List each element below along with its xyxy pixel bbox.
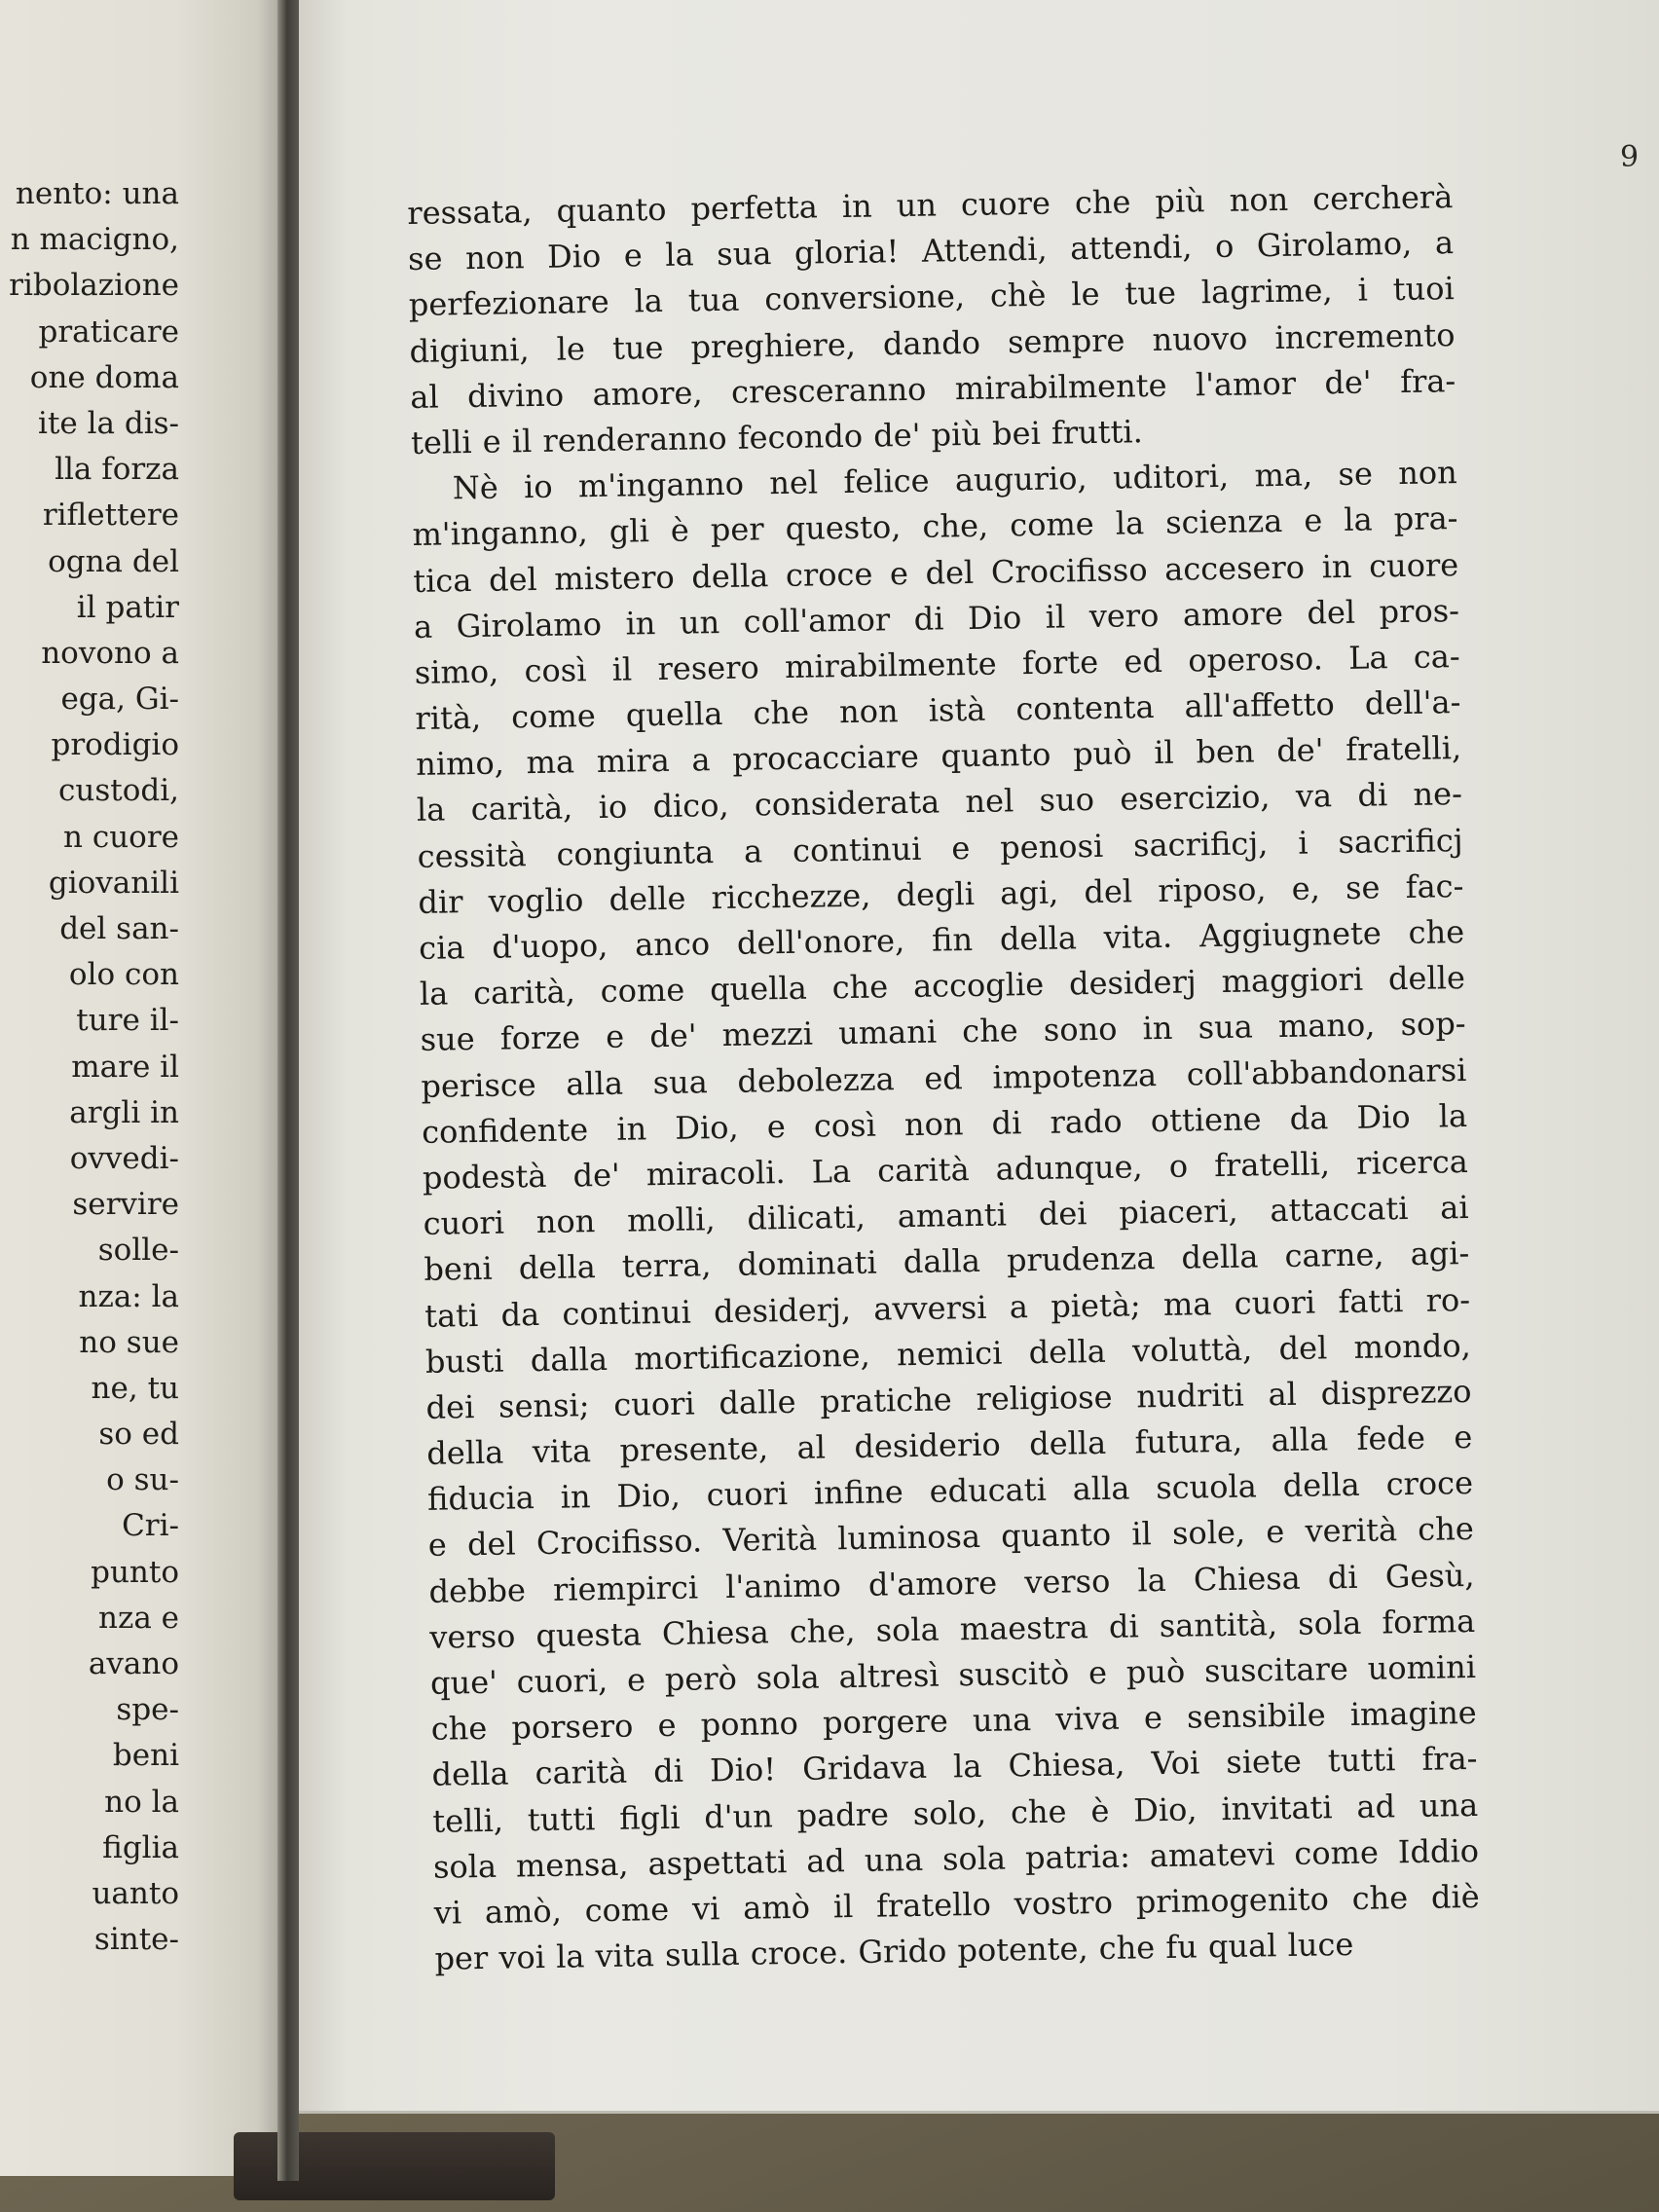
left-text-line: del san- [59,911,179,946]
left-text-line: ogna del [48,543,179,579]
right-text-line: cessità congiunta a continui e penosi sacrificj, i sacrificj [417,821,1463,875]
right-text-line: debbe riempirci l'animo d'amore verso la Chiesa di Gesù, [428,1556,1475,1610]
right-text-line: Nè io m'inganno nel felice augurio, uditori, ma, se non [452,454,1457,507]
right-text-line: al divino amore, cresceranno mirabilmente l'amor de' fra- [410,361,1456,416]
left-text-line: spe- [116,1692,179,1728]
left-text-line: so ed [98,1417,179,1453]
right-text-line: a Girolamo in un coll'amor di Dio il vero amore del pros- [413,591,1460,645]
left-text-line: ovvedi- [69,1140,179,1176]
left-text-line: solle- [97,1233,179,1269]
right-text-line: digiuni, le tue preghiere, dando sempre nuovo incremento [409,315,1456,370]
left-text-line: mare il [71,1049,179,1085]
right-text-line: dir voglio delle ricchezze, degli agi, del riposo, e, se fac- [418,866,1464,921]
right-text-line: la carità, io dico, considerata nel suo esercizio, va di ne- [416,775,1463,830]
left-text-line: n macigno, [10,222,179,258]
right-text-line: busti dalla mortificazione, nemici della voluttà, del mondo, [424,1326,1472,1381]
right-text-line: della vita presente, al desiderio della futura, alla fede e [426,1419,1473,1472]
right-text-line: rità, come quella che non istà contenta all'affetto dell'a- [415,683,1461,737]
right-text-line: sola mensa, aspettati ad una sola patria: amatevi come Iddio [432,1831,1480,1886]
left-text-line: punto [91,1554,179,1590]
left-page-text [0,171,179,1963]
page-number: 9 [1620,140,1640,174]
left-text-line: giovanili [48,865,179,901]
left-text-line: beni [112,1738,179,1774]
left-text-line: prodigio [51,727,179,763]
right-text-line: podestà de' miracoli. La carità adunque, o fratelli, ricerca [422,1142,1469,1197]
right-text-line: telli e il renderanno fecondo de' più bei frutti. [410,413,1144,461]
left-text-line: custodi, [58,773,179,809]
right-text-line: vi amò, come vi amò il fratello vostro primogenito che diè [433,1877,1480,1932]
left-text-line: figlia [102,1829,179,1865]
left-page [0,0,292,2176]
left-text-line: ture il- [76,1003,179,1039]
left-text-line: il patir [76,589,179,625]
right-text-line: tica del mistero della croce e del Crocifisso accesero in cuore [412,545,1459,600]
left-text-line: servire [72,1187,179,1223]
left-text-line: sinte- [93,1922,179,1958]
right-text-line: cia d'uopo, anco dell'onore, fin della vita. Aggiugnete che [418,913,1465,967]
right-text-line: confidente in Dio, e così non di rado ottiene da Dio la [421,1096,1468,1151]
left-text-line: ne, tu [91,1370,179,1406]
right-text-line: che porsero e ponno porgere una viva e sensibile imagine [430,1694,1477,1748]
right-text-line: per voi la vita sulla croce. Grido potente, che fu qual luce [434,1926,1354,1977]
right-text-line: fiducia in Dio, cuori infine educati alla scuola della croce [426,1464,1474,1519]
right-text-line: m'inganno, gli è per questo, che, come la scienza e la pra- [412,499,1458,554]
left-text-line: praticare [38,313,179,350]
left-text-line: ribolazione [9,268,179,304]
left-text-line: lla forza [55,452,179,488]
left-text-line: novono a [41,635,179,671]
right-text-line: della carità di Dio! Gridava la Chiesa, Voi siete tutti fra- [431,1740,1478,1794]
right-text-line: que' cuori, e però sola altresì suscitò e può suscitare uomini [429,1647,1477,1702]
page-gutter [277,0,299,2181]
left-text-line: no sue [79,1324,179,1360]
right-text-line: verso questa Chiesa che, sola maestra di santità, sola forma [429,1602,1476,1656]
left-text-line: nza: la [78,1278,179,1314]
right-text-line: la carità, come quella che accoglie desiderj maggiori delle [419,959,1466,1014]
left-text-line: nento: una [15,176,179,211]
right-text-line: sue forze e de' mezzi umani che sono in sua mano, sop- [420,1005,1466,1059]
left-text-line: avano [88,1646,179,1681]
right-text-line: perfezionare la tua conversione, chè le tue lagrime, i tuoi [408,270,1456,324]
right-text-line: simo, così il resero mirabilmente forte ed operoso. La ca- [414,637,1460,691]
left-text-line: argli in [69,1094,179,1130]
left-text-line: ega, Gi- [60,682,179,718]
right-text-line: beni della terra, dominati dalla prudenza della carne, agi- [424,1235,1470,1289]
left-text-line: riflettere [42,498,179,534]
left-text-line: uanto [92,1875,179,1911]
left-text-line: ite la dis- [38,405,179,441]
right-text-line: e del Crocifisso. Verità luminosa quanto il sole, e verità che [427,1510,1475,1565]
right-text-line: ressata, quanto perfetta in un cuore che più non cercherà [407,178,1454,232]
left-text-line: no la [104,1784,179,1820]
left-text-line: n cuore [63,819,179,855]
left-text-line: nza e [98,1600,179,1636]
right-text-line: se non Dio e la sua gloria! Attendi, attendi, o Girolamo, a [407,224,1455,278]
left-text-line: Cri- [122,1508,179,1544]
right-text-line: telli, tutti figli d'un padre solo, che è Dio, invitati ad una [432,1786,1479,1840]
left-text-line: one doma [29,359,179,395]
right-text-line: nimo, ma mira a procacciare quanto può il ben de' fratelli, [415,729,1462,784]
right-page-text [407,174,1481,1982]
right-text-line: dei sensi; cuori dalle pratiche religiose nudriti al disprezzo [425,1372,1472,1426]
right-text-line: tati da continui desiderj, avversi a pietà; ma cuori fatti ro- [424,1280,1471,1335]
right-text-line: perisce alla sua debolezza ed impotenza coll'abbandonarsi [421,1051,1467,1105]
left-text-line: o su- [106,1462,179,1498]
left-text-line: olo con [68,957,179,993]
right-text-line: cuori non molli, dilicati, amanti dei piaceri, attaccati ai [423,1189,1469,1242]
